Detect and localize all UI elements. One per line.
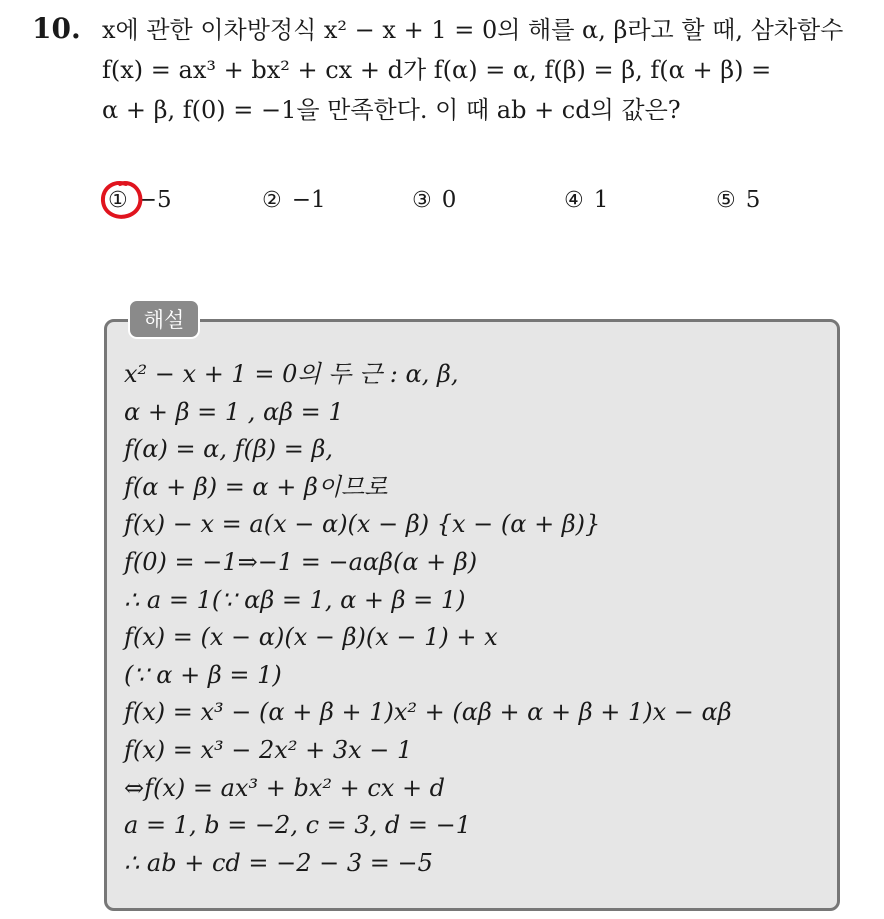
choice-2[interactable]	[262, 180, 326, 221]
choice-value: −1	[291, 187, 326, 213]
solution-line: f(α) = α, f(β) = β,	[124, 435, 334, 464]
choice-4[interactable]	[564, 180, 608, 221]
choice-5[interactable]	[716, 180, 760, 221]
solution-line: f(x) = x³ − (α + β + 1)x² + (αβ + α + β + 1)x − αβ	[124, 698, 732, 727]
solution-line: f(x) − x = a(x − α)(x − β) {x − (α + β)}	[124, 510, 601, 539]
solution-line: ⇔f(x) = ax³ + bx² + cx + d	[124, 773, 446, 802]
solution-line: a = 1, b = −2, c = 3, d = −1	[124, 811, 472, 840]
question-line: f(x) = ax³ + bx² + cx + d가 f(α) = α, f(β) = β, f(α + β) =	[102, 56, 772, 84]
choice-mark: ④	[564, 188, 584, 213]
choice-value: 1	[593, 187, 609, 213]
choice-value: −5	[137, 187, 172, 213]
choice-3[interactable]	[412, 180, 456, 221]
question-line: α + β, f(0) = −1을 만족한다. 이 때 ab + cd의 값은?	[102, 96, 681, 124]
solution-line: f(0) = −1⇒−1 = −aαβ(α + β)	[124, 547, 478, 576]
solution-content	[124, 356, 834, 882]
solution-line: f(x) = x³ − 2x² + 3x − 1	[124, 735, 413, 764]
solution-line: x² − x + 1 = 0의 두 근 : α, β,	[124, 360, 459, 388]
question-number: 10.	[32, 12, 81, 45]
solution-line: ∴ ab + cd = −2 − 3 = −5	[124, 848, 433, 877]
choice-mark: ①	[108, 188, 128, 213]
question-text	[102, 10, 862, 130]
solution-line: f(x) = (x − α)(x − β)(x − 1) + x	[124, 623, 498, 652]
answer-circle-icon	[96, 176, 148, 226]
solution-line: (∵ α + β = 1)	[124, 660, 282, 689]
solution-line: α + β = 1 , αβ = 1	[124, 397, 344, 426]
choice-value: 0	[441, 187, 457, 213]
solution-line: ∴ a = 1(∵ αβ = 1, α + β = 1)	[124, 585, 466, 614]
choice-mark: ③	[412, 188, 432, 213]
choice-mark: ②	[262, 188, 282, 213]
choice-value: 5	[745, 187, 761, 213]
solution-line: f(α + β) = α + β이므로	[124, 472, 388, 501]
solution-label: 해설	[128, 299, 200, 339]
question-line: x에 관한 이차방정식 x² − x + 1 = 0의 해를 α, β라고 할 때, 삼차함수	[102, 16, 844, 44]
choice-mark: ⑤	[716, 188, 736, 213]
